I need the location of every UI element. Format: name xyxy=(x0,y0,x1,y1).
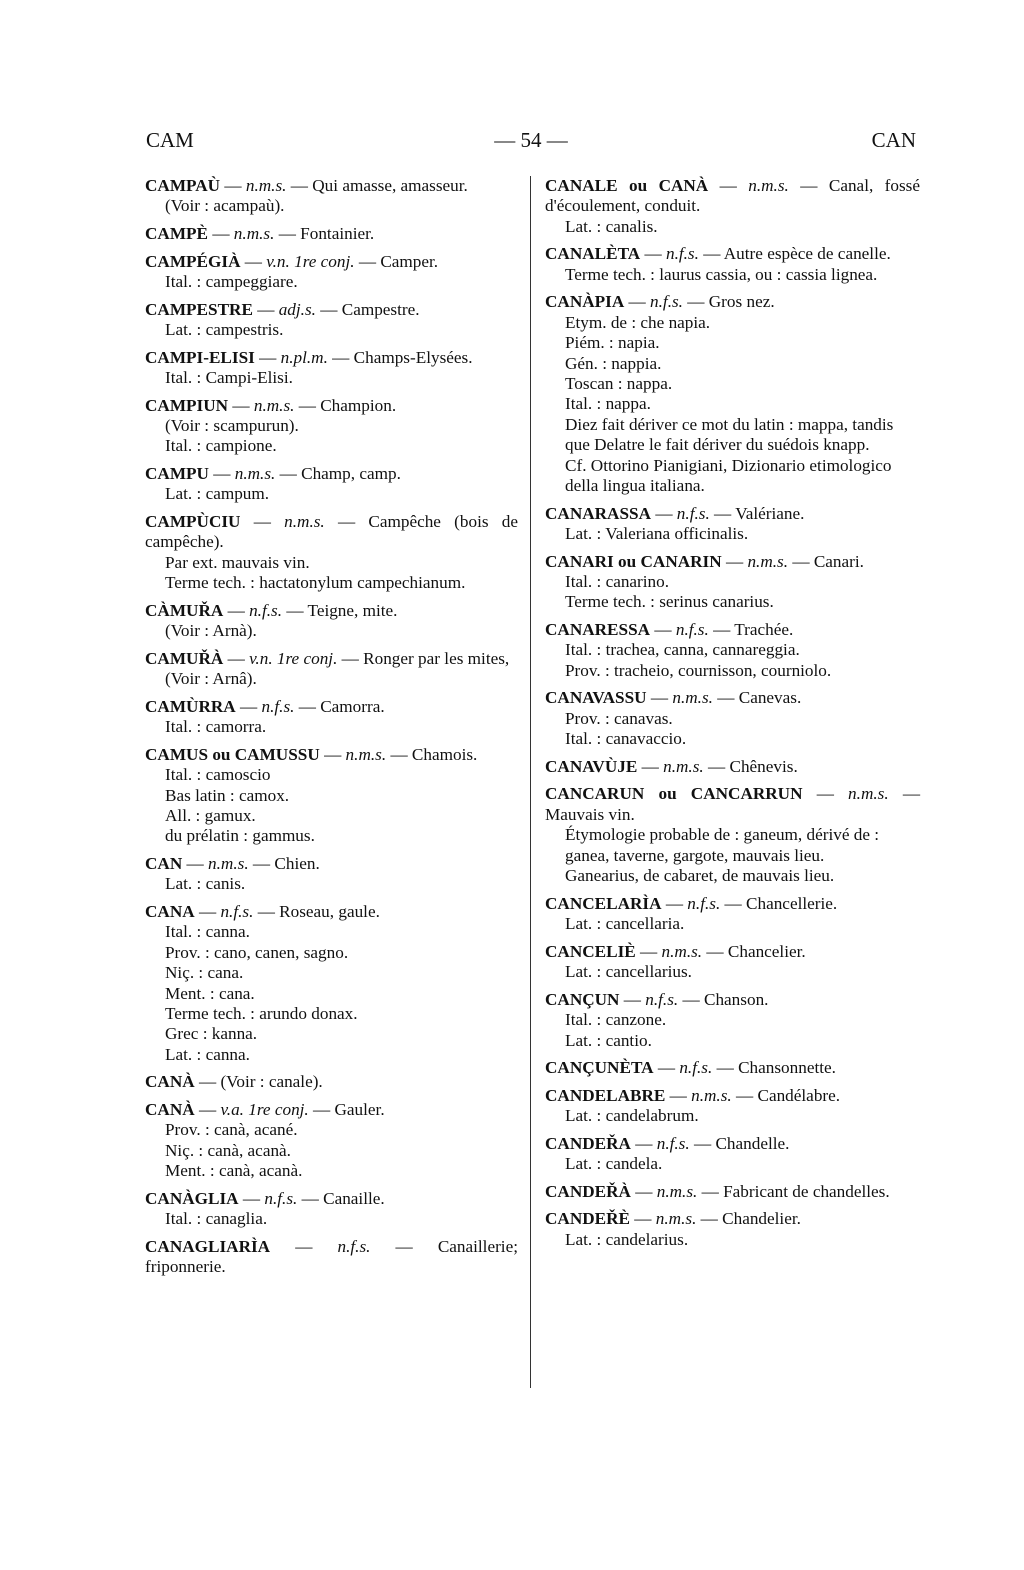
grammar-tag: n.f.s. xyxy=(264,1188,298,1208)
definition: Autre espèce de canelle. xyxy=(723,244,891,264)
definition: Fabricant de chandelles. xyxy=(723,1181,890,1201)
headword: CANAVÙJE xyxy=(545,756,638,776)
entry-head: CAMPU — n.m.s. — Champ, camp. xyxy=(145,464,401,483)
entry-head: CANDELABRE — n.m.s. — Candélabre. xyxy=(545,1085,841,1105)
entry-head: CANÀGLIA — n.f.s. — Canaille. xyxy=(145,1188,385,1208)
entry-head: CANÇUNÈTA — n.f.s. — Chansonnette. xyxy=(545,1058,836,1078)
definition: Canal, fossé d'écoulement, conduit. xyxy=(545,176,921,216)
grammar-tag: n.m.s. xyxy=(848,784,889,804)
entry-line: Prov. : canà, acané. xyxy=(165,1120,298,1140)
dictionary-entry xyxy=(545,292,920,496)
grammar-tag: n.f.s. xyxy=(665,244,699,264)
definition: Chansonnette. xyxy=(738,1058,836,1078)
entry-line: (Voir : acampaù). xyxy=(165,196,285,216)
entry-line: du prélatin : gammus. xyxy=(165,826,315,846)
dictionary-entry xyxy=(145,396,518,457)
headword: CANDELABRE xyxy=(545,1085,666,1105)
definition: Roseau, gaule. xyxy=(279,902,380,922)
entry-head: CAMUS ou CAMUSSU — n.m.s. — Chamois. xyxy=(145,744,478,764)
entry-line: Lat. : canis. xyxy=(165,874,246,894)
entry-head: CAMPESTRE — adj.s. — Campestre. xyxy=(145,299,420,319)
headword: CAMÙRRA xyxy=(145,696,236,716)
entry-head: CANAGLIARÌA — n.f.s. — Canaillerie; friponnerie. xyxy=(145,1236,518,1277)
entry-head: CANDEŘÈ — n.m.s. — Chandelier. xyxy=(545,1209,801,1229)
dictionary-entry xyxy=(145,224,518,244)
headword: CANCARUN ou CANCARRUN xyxy=(545,784,803,804)
definition: Canevas. xyxy=(738,688,802,708)
headword: CAN xyxy=(145,854,183,874)
entry-line: Lat. : candela. xyxy=(565,1154,663,1174)
entry-line: Cf. Ottorino Pianigiani, Dizionario etimologico della lingua italiana. xyxy=(565,455,892,496)
definition: (Voir : canale). xyxy=(220,1072,323,1092)
entry-line: Ital. : Campi-Elisi. xyxy=(165,368,293,387)
dictionary-entry xyxy=(545,1182,920,1202)
entry-head: CANÀPIA — n.f.s. — Gros nez. xyxy=(545,292,775,312)
entry-line: Prov. : cano, canen, sagno. xyxy=(165,942,349,962)
dictionary-entry xyxy=(145,252,518,293)
grammar-tag: n.f.s. xyxy=(645,989,679,1009)
entry-head: CANCELARÌA — n.f.s. — Chancellerie. xyxy=(545,893,838,913)
entry-line: Lat. : candelarius. xyxy=(565,1229,689,1249)
grammar-tag: n.m.s. xyxy=(345,744,387,764)
entry-line: Ment. : cana. xyxy=(165,983,255,1003)
dictionary-entry xyxy=(145,697,518,738)
definition: Chamois. xyxy=(411,744,478,764)
headword: CAMUŘÀ xyxy=(145,648,224,668)
entry-line: Bas latin : camox. xyxy=(165,785,290,805)
entry-line: Lat. : Valeriana officinalis. xyxy=(565,524,749,544)
definition: Camper. xyxy=(380,251,439,271)
page-number: — 54 — xyxy=(494,128,568,152)
entry-line: Lat. : candelabrum. xyxy=(565,1106,699,1126)
entry-line: Ital. : canarino. xyxy=(565,572,670,592)
header-left-guideword: CAM xyxy=(146,128,194,152)
entry-line: Lat. : canalis. xyxy=(565,216,658,236)
entry-head: CAMPAÙ — n.m.s. — Qui amasse, amasseur. xyxy=(145,176,468,195)
definition: Chênevis. xyxy=(729,756,798,776)
grammar-tag: n.m.s. xyxy=(656,1181,698,1201)
headword: CANÀ xyxy=(145,1100,195,1120)
headword: CAMPÈ xyxy=(145,224,209,243)
dictionary-entry xyxy=(545,894,920,935)
entry-head: CANDEŘA — n.f.s. — Chandelle. xyxy=(545,1133,790,1153)
entry-head: CAMÙRRA — n.f.s. — Camorra. xyxy=(145,696,385,716)
entry-head: CANARASSA — n.f.s. — Valériane. xyxy=(545,503,805,523)
entry-line: Diez fait dériver ce mot du latin : mappa, tandis que Delatre le fait dériver du suédois knapp. xyxy=(565,414,894,455)
definition: Chandelier. xyxy=(722,1209,801,1229)
definition: Champs-Elysées. xyxy=(353,347,473,367)
definition: Chancelier. xyxy=(727,941,806,961)
entry-line: Etym. de : che napia. xyxy=(565,312,711,332)
grammar-tag: adj.s. xyxy=(278,299,316,319)
dictionary-entry xyxy=(145,1072,518,1092)
grammar-tag: n.f.s. xyxy=(676,503,710,523)
entry-line: Prov. : tracheio, cournisson, courniolo. xyxy=(565,660,832,680)
entry-line: Lat. : campum. xyxy=(165,484,270,504)
entry-line: Ital. : canavaccio. xyxy=(565,729,687,749)
dictionary-entry xyxy=(545,504,920,545)
definition: Canaille. xyxy=(323,1188,385,1208)
grammar-tag: v.n. 1re conj. xyxy=(266,251,355,271)
definition: Canaillerie; friponnerie. xyxy=(145,1236,518,1277)
headword: CANÇUNÈTA xyxy=(545,1058,654,1078)
dictionary-entry xyxy=(145,348,518,389)
grammar-tag: n.f.s. xyxy=(261,696,295,716)
definition: Mauvais vin. xyxy=(545,804,635,824)
grammar-tag: v.n. 1re conj. xyxy=(249,648,338,668)
dictionary-entry xyxy=(145,1189,518,1230)
entry-line: Ital. : campione. xyxy=(165,436,277,456)
entry-line: Ital. : campeggiare. xyxy=(165,272,298,291)
entry-line: Ital. : trachea, canna, cannareggia. xyxy=(565,640,800,660)
entry-line: Ital. : canaglia. xyxy=(165,1209,268,1229)
headword: CANÇUN xyxy=(545,989,620,1009)
definition: Fontainier. xyxy=(300,224,375,243)
dictionary-entry xyxy=(145,601,518,642)
grammar-tag: n.f.s. xyxy=(679,1058,713,1078)
dictionary-entry xyxy=(145,649,518,690)
entry-line: Ital. : nappa. xyxy=(565,394,651,414)
dictionary-entry xyxy=(545,1058,920,1078)
headword: CANARESSA xyxy=(545,620,651,640)
definition: Chancellerie. xyxy=(746,893,838,913)
definition: Chien. xyxy=(274,854,320,874)
entry-line: Lat. : cancellaria. xyxy=(565,914,685,934)
dictionary-entry xyxy=(545,620,920,681)
dictionary-entry xyxy=(145,854,518,895)
headword: CÀMUŘA xyxy=(145,600,224,620)
entry-line: Ital. : camorra. xyxy=(165,717,267,737)
dictionary-entry xyxy=(545,244,920,285)
entry-line: Gén. : nappia. xyxy=(565,353,662,373)
headword: CANÀ xyxy=(145,1072,195,1092)
headword: CANDEŘA xyxy=(545,1133,631,1153)
entry-line: Ment. : canà, acanà. xyxy=(165,1161,303,1181)
definition: Valériane. xyxy=(735,503,805,523)
grammar-tag: n.m.s. xyxy=(245,176,287,195)
grammar-tag: n.m.s. xyxy=(208,854,249,874)
definition: Champion. xyxy=(320,395,397,415)
dictionary-entry xyxy=(145,464,518,505)
entry-line: Étymologie probable de : ganeum, dérivé de : ganea, taverne, gargote, mauvais lieu. xyxy=(565,825,880,865)
definition: Trachée. xyxy=(734,620,794,640)
entry-line: Toscan : nappa. xyxy=(565,374,673,394)
entry-line: Niç. : canà, acanà. xyxy=(165,1140,291,1160)
grammar-tag: n.m.s. xyxy=(691,1085,732,1105)
dictionary-entry xyxy=(545,176,920,237)
entry-line: Ganearius, de cabaret, de mauvais lieu. xyxy=(565,866,835,886)
header-right-guideword: CAN xyxy=(871,128,916,152)
headword: CANARI ou CANARIN xyxy=(545,551,722,571)
entry-head: CAMUŘÀ — v.n. 1re conj. — Ronger par les mites, xyxy=(145,648,510,668)
entry-line: Ital. : canna. xyxy=(165,922,250,942)
entry-line: (Voir : Arnâ). xyxy=(165,669,257,689)
dictionary-entry xyxy=(145,300,518,341)
grammar-tag: n.f.s. xyxy=(675,620,709,640)
definition: Gros nez. xyxy=(708,292,775,312)
entry-line: Grec : kanna. xyxy=(165,1024,258,1044)
right-column xyxy=(545,176,920,1257)
definition: Campestre. xyxy=(341,299,420,319)
headword: CANA xyxy=(145,902,195,922)
dictionary-entry xyxy=(145,176,518,217)
grammar-tag: n.f.s. xyxy=(337,1236,371,1256)
dictionary-entry xyxy=(145,512,518,594)
entry-head: CANAVASSU — n.m.s. — Canevas. xyxy=(545,688,802,708)
entry-line: Prov. : canavas. xyxy=(565,708,673,728)
definition: Ronger par les mites, xyxy=(363,648,510,668)
dictionary-entry xyxy=(545,942,920,983)
definition: Camorra. xyxy=(320,696,385,716)
entry-head: CANAVÙJE — n.m.s. — Chênevis. xyxy=(545,756,798,776)
grammar-tag: n.m.s. xyxy=(233,224,275,243)
headword: CAMPESTRE xyxy=(145,299,253,319)
grammar-tag: n.f.s. xyxy=(687,893,721,913)
entry-head: CANA — n.f.s. — Roseau, gaule. xyxy=(145,902,380,922)
entry-head: CANARI ou CANARIN — n.m.s. — Canari. xyxy=(545,551,864,571)
definition: Qui amasse, amasseur. xyxy=(312,176,468,195)
entry-line: All. : gamux. xyxy=(165,806,256,826)
grammar-tag: n.f.s. xyxy=(656,1133,690,1153)
entry-head: CANÀ — v.a. 1re conj. — Gauler. xyxy=(145,1100,385,1120)
entry-line: Niç. : cana. xyxy=(165,963,244,983)
headword: CAMPAÙ xyxy=(145,176,221,195)
grammar-tag: n.m.s. xyxy=(253,395,295,415)
dictionary-entry xyxy=(545,990,920,1051)
entry-line: Piém. : napia. xyxy=(565,333,660,353)
headword: CAMUS ou CAMUSSU xyxy=(145,744,320,764)
headword: CANARASSA xyxy=(545,503,652,523)
headword: CANÀPIA xyxy=(545,292,625,312)
grammar-tag: n.m.s. xyxy=(284,512,325,531)
entry-line: Terme tech. : arundo donax. xyxy=(165,1004,358,1024)
entry-line: Terme tech. : hactatonylum campechianum. xyxy=(165,573,466,593)
entry-head: CAMPÈ — n.m.s. — Fontainier. xyxy=(145,224,375,243)
grammar-tag: n.m.s. xyxy=(672,688,713,708)
entry-head: CANDEŘÀ — n.m.s. — Fabricant de chandelles. xyxy=(545,1181,890,1201)
left-column xyxy=(145,176,518,1285)
entry-head: CAMPÙCIU — n.m.s. — Campêche (bois de campêche). xyxy=(145,512,518,552)
dictionary-entry xyxy=(545,1209,920,1250)
entry-head: CAMPÉGIÀ — v.n. 1re conj. — Camper. xyxy=(145,251,439,271)
entry-head: CANARESSA — n.f.s. — Trachée. xyxy=(545,620,794,640)
dictionary-entry xyxy=(145,1100,518,1182)
grammar-tag: n.pl.m. xyxy=(280,347,328,367)
headword: CANALE ou CANÀ xyxy=(545,176,709,195)
grammar-tag: n.m.s. xyxy=(655,1209,697,1229)
grammar-tag: v.a. 1re conj. xyxy=(220,1100,309,1120)
entry-line: Lat. : cancellarius. xyxy=(565,962,692,982)
headword: CANALÈTA xyxy=(545,244,641,264)
headword: CANDEŘÀ xyxy=(545,1181,631,1201)
definition: Candélabre. xyxy=(757,1085,841,1105)
definition: Chanson. xyxy=(704,989,769,1009)
page-header xyxy=(146,128,916,158)
grammar-tag: n.m.s. xyxy=(234,464,276,483)
dictionary-entry xyxy=(145,902,518,1065)
entry-line: Ital. : canzone. xyxy=(565,1010,667,1030)
definition: Campêche (bois de campêche). xyxy=(145,512,518,552)
grammar-tag: n.m.s. xyxy=(747,551,789,571)
headword: CAMPÉGIÀ xyxy=(145,251,241,271)
dictionary-entry xyxy=(545,1134,920,1175)
headword: CAMPIUN xyxy=(145,395,229,415)
grammar-tag: n.m.s. xyxy=(661,941,703,961)
entry-head: CANÀ — (Voir : canale). xyxy=(145,1072,323,1092)
entry-line: (Voir : scampurun). xyxy=(165,416,299,435)
entry-line: Par ext. mauvais vin. xyxy=(165,552,310,572)
dictionary-entry xyxy=(145,1237,518,1278)
entry-head: CANALÈTA — n.f.s. — Autre espèce de canelle. xyxy=(545,244,891,264)
entry-line: Terme tech. : serinus canarius. xyxy=(565,592,774,612)
entry-line: Lat. : cantio. xyxy=(565,1030,652,1050)
entry-line: Ital. : camoscio xyxy=(165,765,271,785)
dictionary-entry xyxy=(545,784,920,886)
grammar-tag: n.m.s. xyxy=(663,756,704,776)
entry-head: CANCELIÈ — n.m.s. — Chancelier. xyxy=(545,941,806,961)
dictionary-entry xyxy=(545,688,920,749)
definition: Teigne, mite. xyxy=(307,600,398,620)
definition: Chandelle. xyxy=(715,1133,790,1153)
entry-head: CANÇUN — n.f.s. — Chanson. xyxy=(545,989,769,1009)
entry-head: CAMPIUN — n.m.s. — Champion. xyxy=(145,395,397,415)
headword: CAMPÙCIU xyxy=(145,512,241,531)
headword: CAMPI-ELISI xyxy=(145,347,255,367)
grammar-tag: n.f.s. xyxy=(249,600,283,620)
headword: CANAVASSU xyxy=(545,688,647,708)
grammar-tag: n.f.s. xyxy=(650,292,683,312)
entry-line: Lat. : campestris. xyxy=(165,320,284,339)
headword: CANCELARÌA xyxy=(545,893,662,913)
headword: CAMPU xyxy=(145,464,209,483)
headword: CANAGLIARÌA xyxy=(145,1236,271,1256)
entry-head: CÀMUŘA — n.f.s. — Teigne, mite. xyxy=(145,600,398,620)
entry-head: CAN — n.m.s. — Chien. xyxy=(145,854,320,874)
column-divider xyxy=(530,176,531,1388)
grammar-tag: n.f.s. xyxy=(220,902,254,922)
headword: CANDEŘÈ xyxy=(545,1209,630,1229)
dictionary-entry xyxy=(545,1086,920,1127)
entry-line: Terme tech. : laurus cassia, ou : cassia lignea. xyxy=(565,264,878,284)
definition: Gauler. xyxy=(334,1100,385,1120)
entry-head: CAMPI-ELISI — n.pl.m. — Champs-Elysées. xyxy=(145,347,473,367)
definition: Canari. xyxy=(813,551,864,571)
dictionary-entry xyxy=(545,552,920,613)
entry-head: CANCARUN ou CANCARRUN — n.m.s. — Mauvais vin. xyxy=(545,784,920,824)
entry-head: CANALE ou CANÀ — n.m.s. — Canal, fossé d'écoulement, conduit. xyxy=(545,176,921,216)
grammar-tag: n.m.s. xyxy=(748,176,789,195)
dictionary-entry xyxy=(545,757,920,777)
headword: CANCELIÈ xyxy=(545,941,636,961)
entry-line: (Voir : Arnà). xyxy=(165,621,257,641)
definition: Champ, camp. xyxy=(301,464,401,483)
dictionary-entry xyxy=(145,745,518,847)
headword: CANÀGLIA xyxy=(145,1188,239,1208)
entry-line: Lat. : canna. xyxy=(165,1044,250,1064)
